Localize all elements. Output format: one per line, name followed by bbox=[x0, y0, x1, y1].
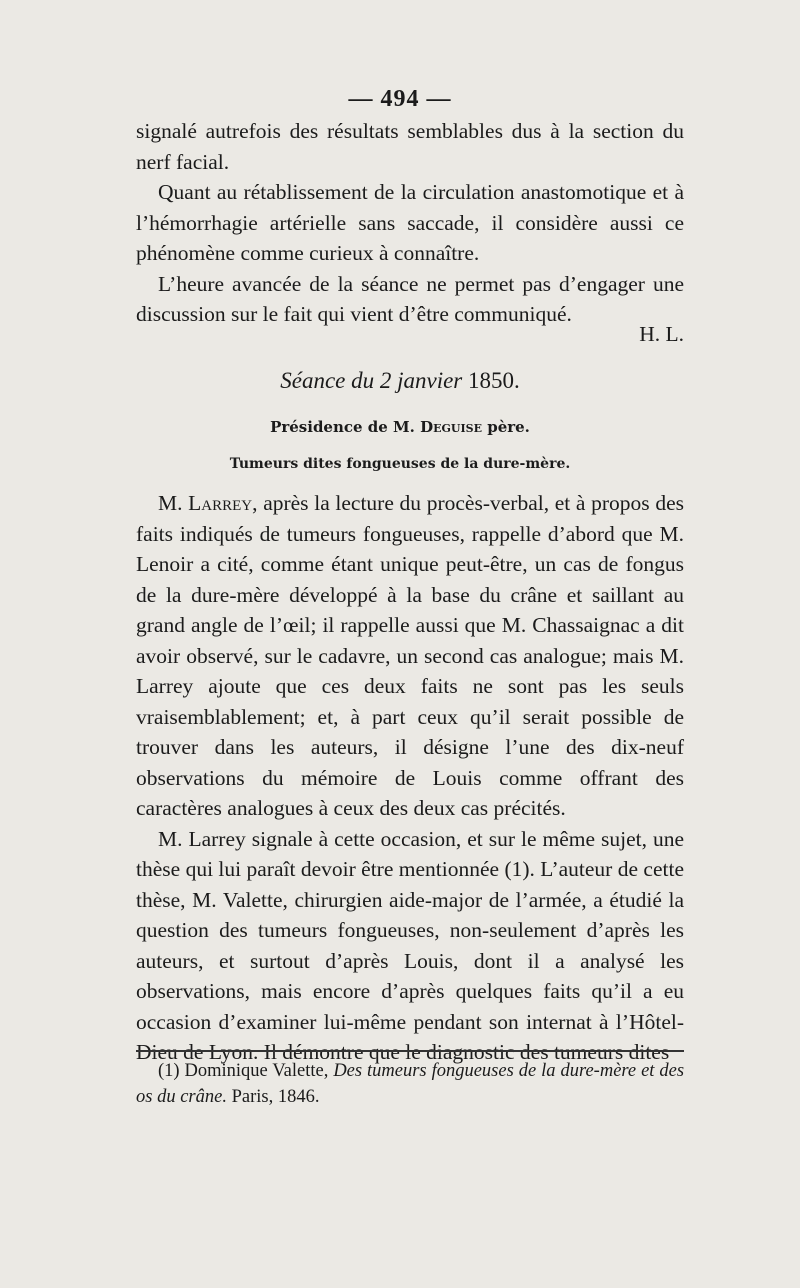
paragraph-larrey-2: M. Larrey signale à cette occasion, et sur le même sujet, une thèse qui lui paraît devoir être mentionnée (1). L’auteur de cette thèse, M. Valette, chirurgien aide-major de l’armée, a étudié la question des tumeurs fongueuses, non-seulement d’après les auteurs, et surtout d’après Louis, dont il a analysé les observations, mais encore d’après quelques faits qu’il a eu occasion d’examiner lui-même pendant son internat à l’Hôtel-Dieu de Lyon. Il démontre que le diagnostic des tumeurs dites bbox=[136, 826, 684, 1064]
footnote-divider bbox=[136, 1050, 684, 1052]
paragraph-larrey-1-text: après la lecture du procès-verbal, et à propos des faits indiqués de tumeurs fongueuses, rappelle d’abord que M. Lenoir a cité, comme étant unique peut-être, un cas de fongus de la dure-mère développé à la base du crâne et saillant au grand angle de l’œil; il rappelle aussi que M. Chassaignac a dit avoir observé, sur le cadavre, un second cas analogue; mais M. Larrey ajoute que ces deux faits ne sont pas les seuls vraisemblablement; et, à part ceux qu’il serait possible de trouver dans les auteurs, il désigne l’une des dix-neuf observations du mémoire de Louis comme offrant des caractères analogues à ceux des deux cas précités. bbox=[136, 491, 684, 820]
session-label: Séance du 2 janvier bbox=[280, 368, 463, 393]
presidency-name: Deguise bbox=[420, 418, 482, 436]
paragraph-larrey-1 bbox=[136, 488, 684, 824]
footnote-suffix: Paris, 1846. bbox=[231, 1087, 320, 1107]
footnote-title: Des tumeurs fongueuses de la dure-mère et des os du crâne. bbox=[136, 1061, 685, 1107]
paragraph-discussion: L’heure avancée de la séance ne permet pas d’engager une discussion sur le fait qui vient d’être communiqué. bbox=[136, 271, 684, 326]
presidency-prefix: Présidence de M. bbox=[270, 418, 415, 436]
paragraph-continuation: signalé autrefois des résultats semblables dus à la section du nerf facial. bbox=[136, 119, 684, 174]
footnote-prefix: (1) Dominique Valette, bbox=[158, 1061, 329, 1081]
session-heading bbox=[0, 368, 800, 394]
signature: H. L. bbox=[639, 322, 684, 346]
paragraph-circulation: Quant au rétablissement de la circulation anastomotique et à l’hémorrhagie artérielle sans saccade, il considère aussi ce phénomène comme curieux à connaître. bbox=[136, 180, 684, 265]
top-text-block bbox=[136, 116, 684, 330]
page-number: — 494 — bbox=[348, 86, 452, 112]
main-text-block bbox=[136, 488, 684, 1068]
presidency-suffix: père. bbox=[487, 418, 530, 436]
footnote-text bbox=[136, 1058, 684, 1110]
footnote bbox=[136, 1058, 684, 1110]
presidency-line bbox=[0, 418, 800, 436]
speaker-name: M. Larrey, bbox=[158, 491, 258, 515]
session-year: 1850. bbox=[468, 368, 520, 393]
subject-heading: Tumeurs dites fongueuses de la dure-mère. bbox=[229, 456, 571, 472]
